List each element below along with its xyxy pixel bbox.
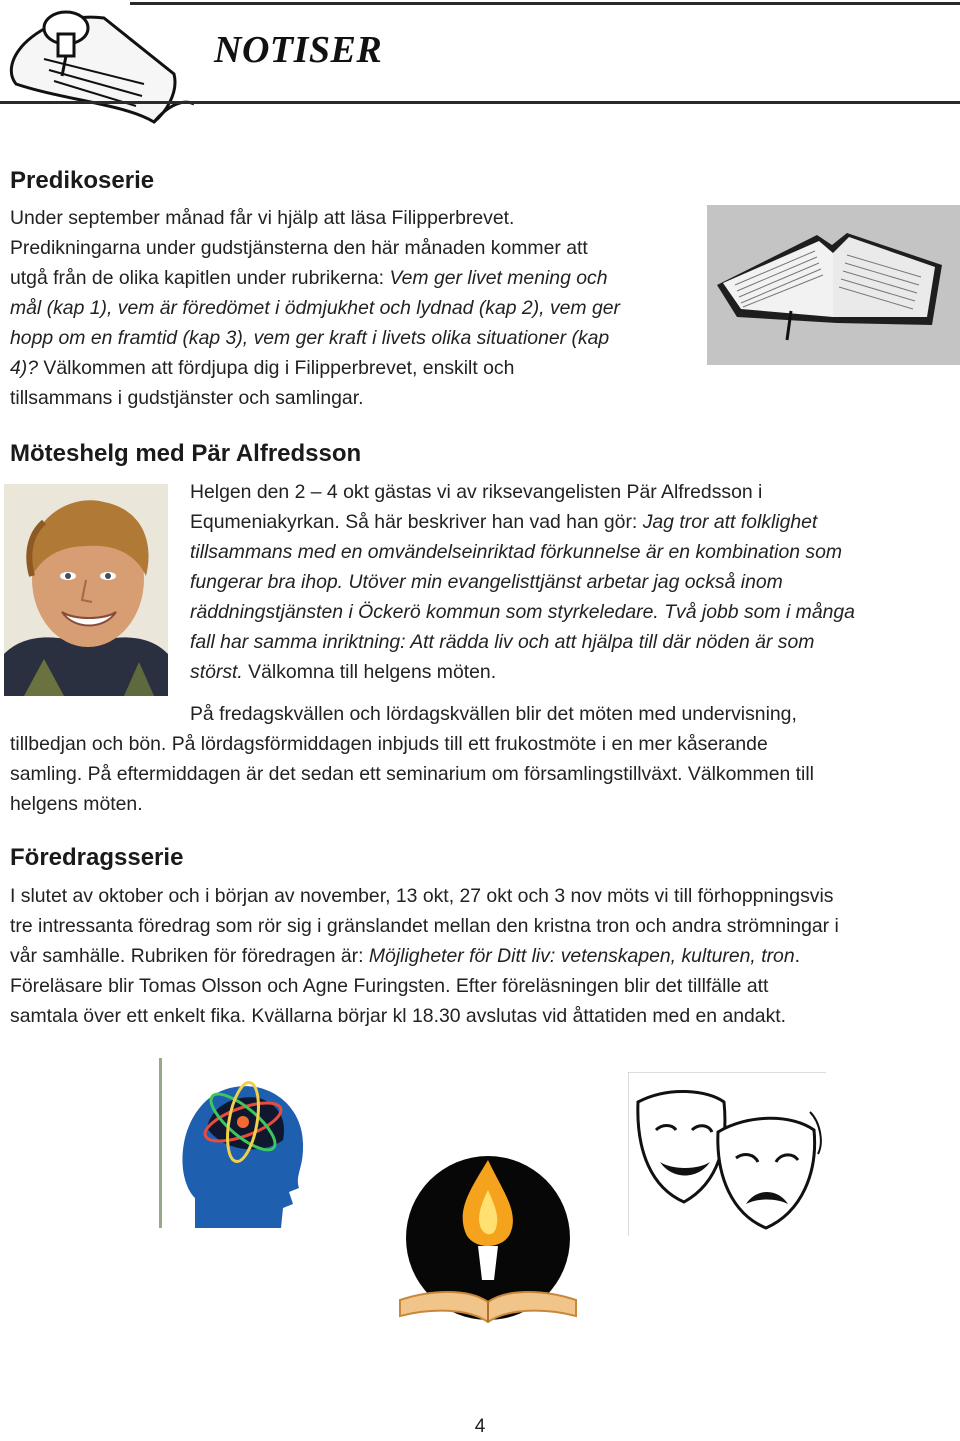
text-line: samling. På eftermiddagen är det sedan ett seminarium om församlingstillväxt. Välkommen till bbox=[10, 763, 814, 785]
text-span: Välkommen att fördjupa dig i Filipperbrevet, enskilt och bbox=[38, 357, 515, 379]
text-span: Equmeniakyrkan. Så här beskriver han vad han gör: bbox=[190, 511, 643, 533]
section-heading-foredragsserie: Föredragsserie bbox=[10, 844, 184, 871]
text-line bbox=[190, 507, 960, 537]
open-bible-image bbox=[707, 205, 960, 365]
portrait-image bbox=[4, 484, 168, 696]
italic-text: fall har samma inriktning: Att rädda liv och att hjälpa till där nöden är som bbox=[190, 631, 815, 653]
text-line bbox=[10, 293, 710, 323]
italic-text: mål (kap 1), vem är föredömet i ödmjukhet och lydnad (kap 2), vem ger bbox=[10, 297, 620, 319]
header-rule-bottom bbox=[0, 101, 960, 104]
italic-text: räddningstjänsten i Öckerö kommun som styrkeledare. bbox=[190, 601, 659, 623]
theatre-masks-image bbox=[628, 1072, 826, 1236]
text-line bbox=[190, 567, 960, 597]
italic-text: hopp om en framtid (kap 3), vem ger kraft i livets olika situationer (kap bbox=[10, 327, 610, 349]
italic-text: Två jobb som i många bbox=[658, 601, 855, 623]
section-predikoserie-body bbox=[10, 203, 710, 413]
science-head-atom-image bbox=[155, 1058, 315, 1233]
section-heading-predikoserie: Predikoserie bbox=[10, 167, 155, 194]
text-line: helgens möten. bbox=[10, 793, 143, 815]
text-line: Under september månad får vi hjälp att läsa Filipperbrevet. bbox=[10, 207, 515, 229]
header-icon bbox=[4, 4, 200, 124]
header-rule-top bbox=[130, 2, 960, 5]
text-line bbox=[10, 353, 710, 383]
text-line: tillsammans i gudstjänster och samlingar. bbox=[10, 387, 364, 409]
section-moteshelg-schedule bbox=[10, 699, 955, 819]
text-span: . bbox=[794, 945, 801, 967]
italic-text: tillsammans med en omvändelseinriktad förkunnelse är en kombination som bbox=[190, 541, 843, 563]
italic-text: Jag tror att folklighet bbox=[642, 511, 818, 533]
flame-book-frame bbox=[390, 1150, 586, 1340]
text-line bbox=[190, 657, 960, 687]
flame-book-image bbox=[390, 1150, 586, 1340]
text-line: Helgen den 2 – 4 okt gästas vi av riksevangelisten Pär Alfredsson i bbox=[190, 481, 763, 503]
section-heading-moteshelg: Möteshelg med Pär Alfredsson bbox=[10, 440, 362, 467]
portrait-par-alfredsson bbox=[4, 484, 168, 696]
theatre-masks-frame bbox=[628, 1072, 826, 1236]
italic-text: störst. bbox=[190, 661, 243, 683]
text-line bbox=[10, 941, 955, 971]
text-span: vår samhälle. Rubriken för föredragen är: bbox=[10, 945, 369, 967]
text-line bbox=[190, 537, 960, 567]
text-line: tillbedjan och bön. På lördagsförmiddagen inbjuds till ett frukostmöte i en mer kåserande bbox=[10, 733, 768, 755]
italic-text: 4)? bbox=[10, 357, 39, 379]
text-line bbox=[10, 323, 710, 353]
text-span: utgå från de olika kapitlen under rubrikerna: bbox=[10, 267, 390, 289]
science-head-image bbox=[155, 1058, 315, 1233]
italic-text: Vem ger livet mening och bbox=[389, 267, 608, 289]
italic-text: fungerar bra ihop. bbox=[190, 571, 344, 593]
text-line: Predikningarna under gudstjänsterna den här månaden kommer att bbox=[10, 237, 588, 259]
section-moteshelg-intro bbox=[190, 477, 960, 687]
text-line: På fredagskvällen och lördagskvällen blir det möten med undervisning, bbox=[190, 703, 797, 725]
text-line: I slutet av oktober och i början av november, 13 okt, 27 okt och 3 nov möts vi till förhoppningsvis bbox=[10, 885, 834, 907]
section-foredragsserie-body bbox=[10, 881, 955, 1031]
text-span: Välkomna till helgens möten. bbox=[242, 661, 497, 683]
page-number: 4 bbox=[474, 1416, 486, 1437]
bible-icon bbox=[707, 205, 960, 365]
text-line: samtala över ett enkelt fika. Kvällarna börjar kl 18.30 avslutas vid åttatiden med en andakt. bbox=[10, 1005, 787, 1027]
text-line bbox=[190, 627, 960, 657]
italic-text: Möjligheter för Ditt liv: vetenskapen, kulturen, tron bbox=[368, 945, 795, 967]
page-title: NOTISER bbox=[214, 29, 383, 71]
text-line bbox=[190, 597, 960, 627]
text-line: tre intressanta föredrag som rör sig i gränslandet mellan den kristna tron och andra strömningar i bbox=[10, 915, 839, 937]
italic-text: Utöver min evangelisttjänst arbetar jag också inom bbox=[343, 571, 783, 593]
text-line: Föreläsare blir Tomas Olsson och Agne Furingsten. Efter föreläsningen blir det tillfälle att bbox=[10, 975, 769, 997]
text-line bbox=[10, 263, 710, 293]
pinned-note-icon bbox=[4, 4, 200, 124]
